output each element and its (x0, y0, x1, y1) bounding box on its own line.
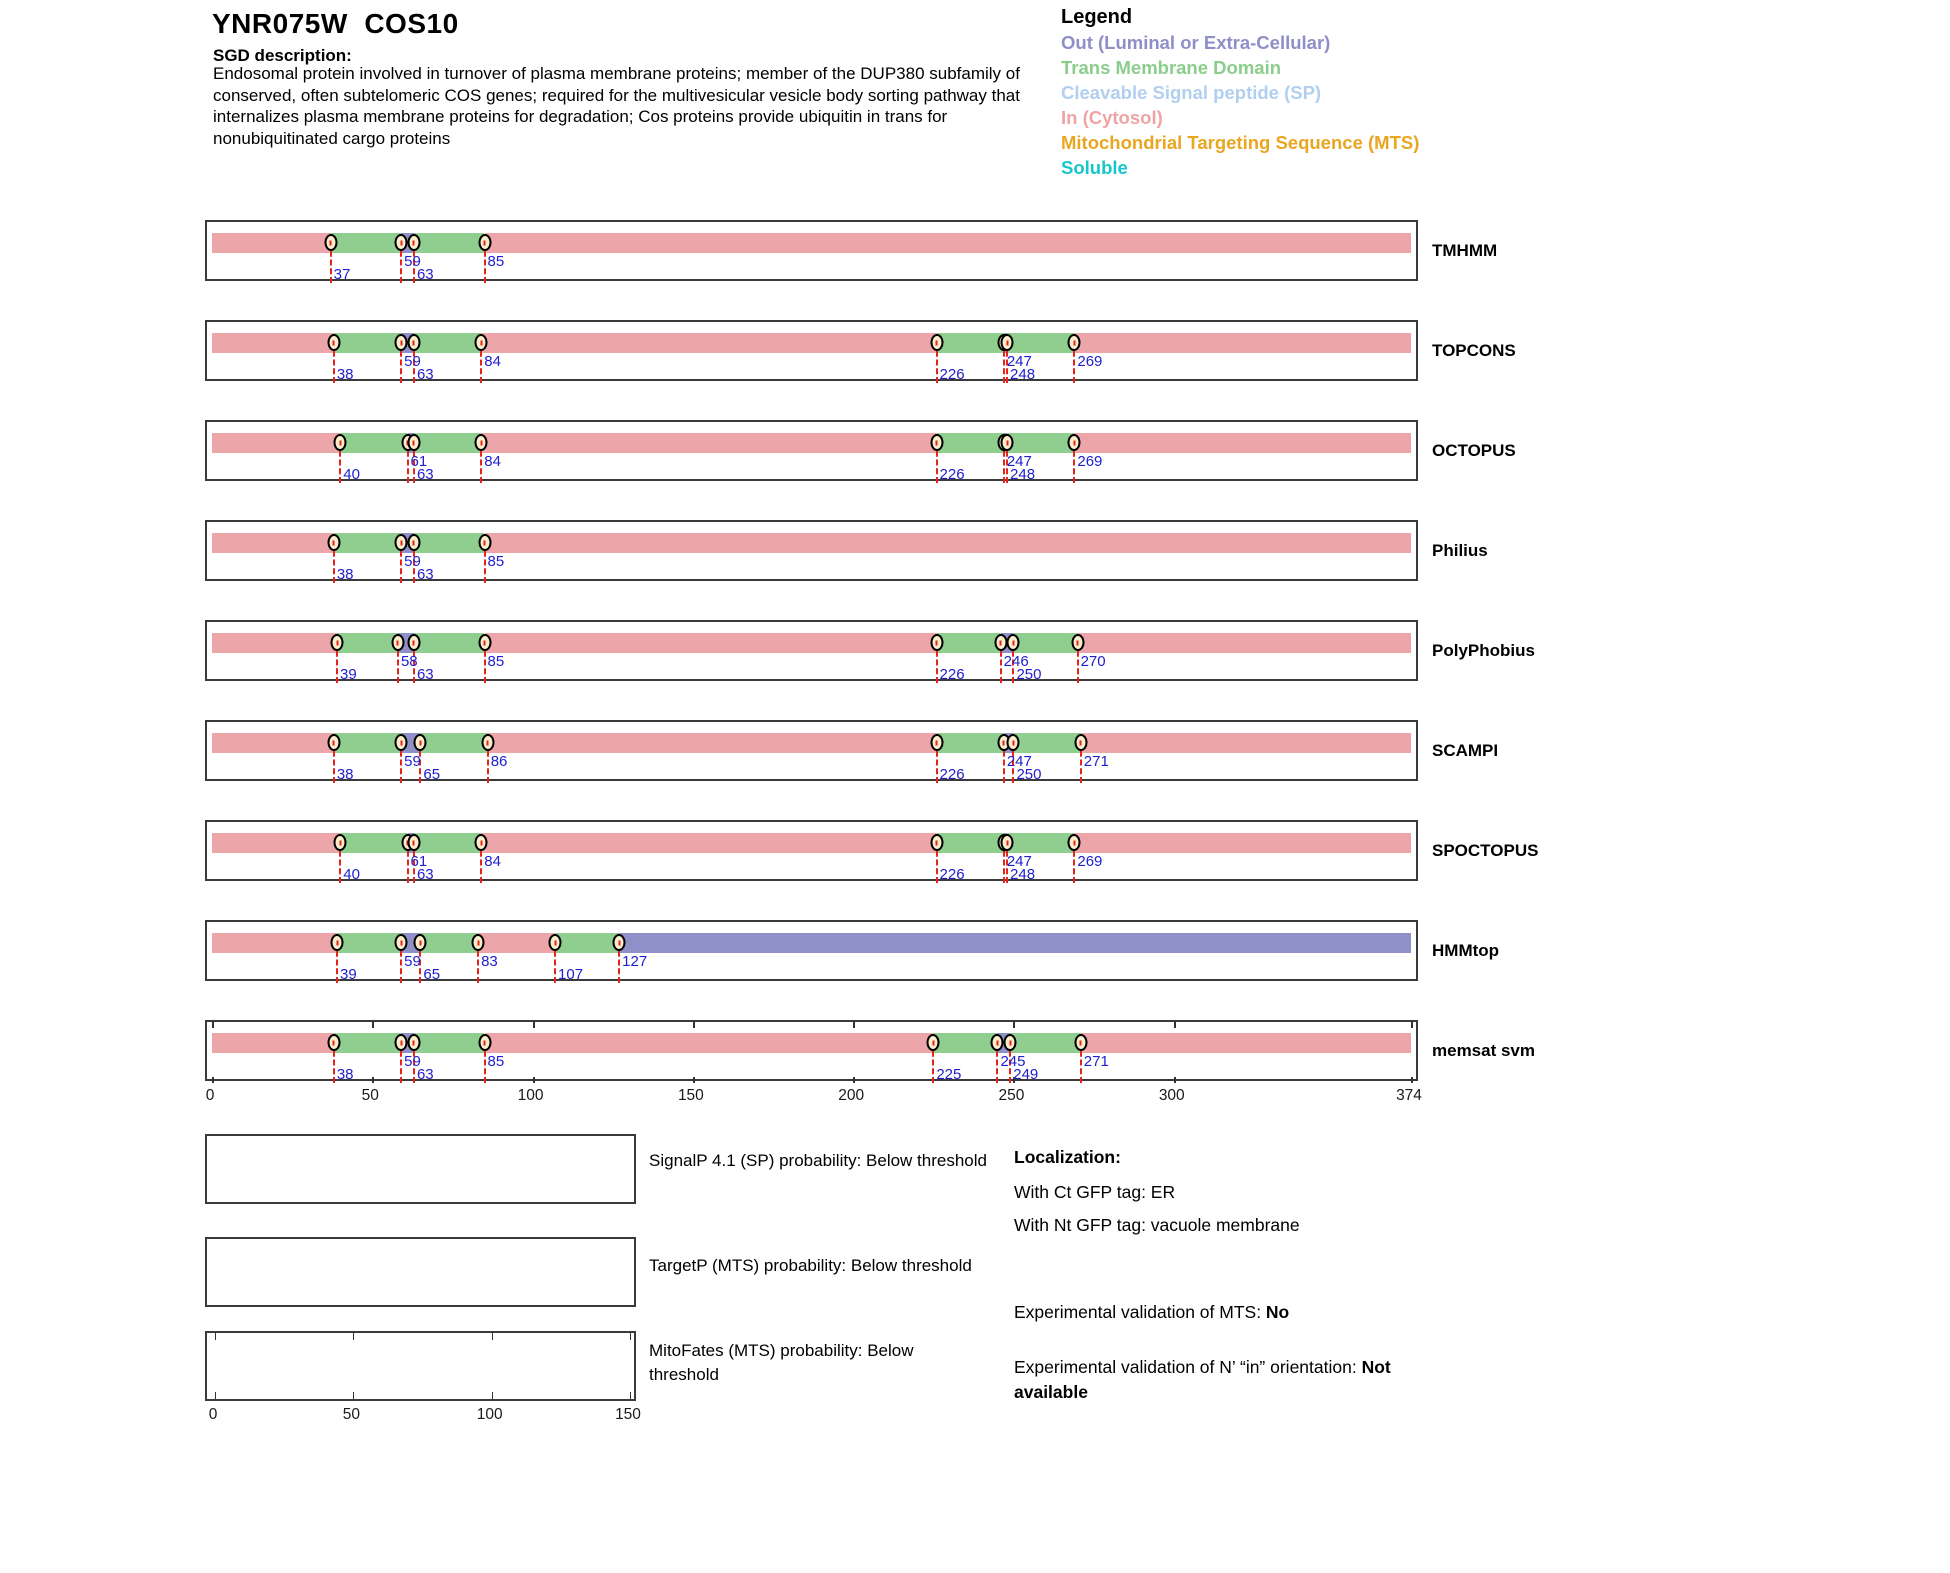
region-in (212, 333, 334, 353)
legend-item: Cleavable Signal peptide (SP) (1061, 82, 1322, 103)
boundary-number: 86 (490, 753, 508, 770)
frame-tick (693, 1077, 695, 1083)
boundary-marker (1001, 834, 1014, 851)
orientation-validation-value: Not available (1014, 1357, 1391, 1402)
region-in (485, 533, 1412, 553)
boundary-number: 247 (1006, 353, 1032, 370)
mts-validation-label: Experimental validation of MTS: (1014, 1302, 1266, 1322)
mts-validation (1014, 1300, 1289, 1325)
boundary-marker (331, 934, 344, 951)
boundary-marker (1068, 434, 1081, 451)
boundary-number: 37 (333, 266, 351, 283)
boundary-marker (395, 534, 408, 551)
boundary-marker (1071, 634, 1084, 651)
boundary-number: 40 (343, 466, 360, 483)
boundary-number: 84 (484, 453, 501, 470)
boundary-number: 63 (416, 366, 434, 383)
track-box (205, 220, 1418, 281)
boundary-marker (334, 434, 347, 451)
boundary-number: 61 (410, 853, 428, 870)
region-tm (933, 1033, 997, 1053)
region-in (212, 933, 337, 953)
track-box (205, 820, 1418, 881)
plot-description: TargetP (MTS) probability: Below threshold (649, 1256, 972, 1275)
track-bar (212, 333, 1411, 383)
boundary-number: 39 (340, 966, 357, 983)
boundary-marker (472, 934, 485, 951)
track-bar (212, 1033, 1411, 1083)
plot-tick (630, 1333, 631, 1340)
boundary-marker (1004, 1034, 1017, 1051)
region-tm (337, 933, 401, 953)
boundary-number: 85 (487, 553, 505, 570)
region-in (212, 733, 334, 753)
boundary-number: 40 (343, 866, 360, 883)
boundary-marker (414, 934, 427, 951)
region-in (1081, 1033, 1411, 1053)
frame-tick (1013, 1022, 1015, 1028)
boundary-number: 271 (1083, 753, 1109, 770)
track-bar (212, 733, 1411, 783)
region-tm (414, 833, 481, 853)
boundary-marker (395, 934, 408, 951)
boundary-marker (478, 234, 491, 251)
boundary-marker (407, 834, 420, 851)
track-box (205, 520, 1418, 581)
region-in (485, 1033, 934, 1053)
boundary-number: 61 (410, 453, 428, 470)
frame-tick (372, 1022, 374, 1028)
boundary-marker (930, 434, 943, 451)
region-in (1074, 333, 1411, 353)
boundary-number: 38 (336, 366, 354, 383)
boundary-marker (478, 634, 491, 651)
axis-tick-label: 300 (1158, 1087, 1185, 1104)
boundary-number: 38 (336, 766, 354, 783)
boundary-number: 63 (416, 866, 434, 883)
region-tm (937, 833, 1004, 853)
region-in (481, 433, 936, 453)
axis-tick-label: 374 (1396, 1087, 1422, 1104)
plot-axis-label: 0 (208, 1406, 218, 1423)
track-label: OCTOPUS (1432, 441, 1516, 460)
boundary-marker (613, 934, 626, 951)
region-tm (1007, 333, 1074, 353)
boundary-number: 63 (416, 1066, 434, 1083)
frame-tick (1411, 1077, 1413, 1083)
boundary-marker (1074, 734, 1087, 751)
plot-box (205, 1237, 636, 1307)
boundary-marker (395, 234, 408, 251)
track-box (205, 620, 1418, 681)
boundary-number: 58 (400, 653, 418, 670)
region-tm (555, 933, 619, 953)
region-in (481, 833, 936, 853)
region-tm (340, 433, 407, 453)
plot-description: SignalP 4.1 (SP) probability: Below threshold (649, 1151, 987, 1170)
frame-tick (1411, 1022, 1413, 1028)
region-in (212, 533, 334, 553)
boundary-marker (930, 334, 943, 351)
boundary-number: 226 (939, 866, 965, 883)
boundary-marker (930, 634, 943, 651)
region-tm (937, 333, 1004, 353)
boundary-marker (478, 1034, 491, 1051)
track-bar (212, 233, 1411, 283)
boundary-marker (395, 734, 408, 751)
boundary-marker (475, 334, 488, 351)
boundary-marker (407, 434, 420, 451)
region-in (212, 433, 340, 453)
region-tm (414, 633, 485, 653)
region-out (619, 933, 1411, 953)
track-bar (212, 633, 1411, 683)
boundary-marker (407, 234, 420, 251)
legend-item: Mitochondrial Targeting Sequence (MTS) (1061, 132, 1420, 153)
boundary-marker (327, 734, 340, 751)
plot-tick (630, 1392, 631, 1399)
boundary-marker (327, 334, 340, 351)
legend-item: Soluble (1061, 157, 1128, 178)
plot-description: MitoFates (MTS) probability: Below threshold (649, 1341, 914, 1384)
frame-tick (1174, 1077, 1176, 1083)
plot-axis-label: 150 (615, 1406, 641, 1423)
region-tm (334, 533, 401, 553)
region-tm (420, 733, 487, 753)
region-tm (331, 233, 402, 253)
boundary-number: 63 (416, 666, 434, 683)
boundary-number: 85 (487, 653, 505, 670)
boundary-number: 127 (622, 953, 648, 970)
boundary-marker (391, 634, 404, 651)
boundary-marker (327, 1034, 340, 1051)
legend-items (1061, 30, 1419, 180)
boundary-number: 226 (939, 666, 965, 683)
plot-tick (353, 1392, 354, 1399)
boundary-number: 269 (1077, 453, 1103, 470)
region-in (212, 633, 337, 653)
boundary-number: 248 (1010, 866, 1036, 883)
boundary-marker (395, 334, 408, 351)
region-in (212, 233, 331, 253)
plot-box (205, 1134, 636, 1204)
boundary-marker (475, 434, 488, 451)
boundary-number: 59 (404, 753, 421, 770)
track-bar (212, 833, 1411, 883)
track-label: TMHMM (1432, 241, 1498, 260)
boundary-number: 107 (558, 966, 584, 983)
track-box (205, 920, 1418, 981)
boundary-marker (994, 634, 1007, 651)
boundary-number: 83 (481, 953, 498, 970)
boundary-number: 59 (404, 253, 421, 270)
boundary-number: 59 (404, 353, 421, 370)
region-tm (414, 233, 485, 253)
boundary-number: 269 (1077, 853, 1103, 870)
region-in (1074, 433, 1411, 453)
frame-tick (212, 1022, 214, 1028)
boundary-marker (927, 1034, 940, 1051)
track-box (205, 320, 1418, 381)
plot-tick (215, 1333, 216, 1340)
region-tm (337, 633, 398, 653)
region-tm (1007, 433, 1074, 453)
boundary-marker (991, 1034, 1004, 1051)
track-bar (212, 533, 1411, 583)
track-box (205, 420, 1418, 481)
region-in (1078, 633, 1411, 653)
legend-item: Trans Membrane Domain (1061, 57, 1282, 78)
boundary-number: 39 (340, 666, 357, 683)
boundary-marker (407, 634, 420, 651)
boundary-number: 248 (1010, 466, 1036, 483)
region-in (481, 333, 936, 353)
region-tm (334, 1033, 401, 1053)
plot-tick (353, 1333, 354, 1340)
residue-axis (205, 1087, 1422, 1107)
legend-item: In (Cytosol) (1061, 107, 1163, 128)
boundary-number: 85 (487, 1053, 505, 1070)
boundary-marker (930, 734, 943, 751)
region-tm (1013, 733, 1080, 753)
boundary-number: 246 (1003, 653, 1029, 670)
boundary-number: 226 (939, 766, 965, 783)
frame-tick (533, 1077, 535, 1083)
boundary-marker (327, 534, 340, 551)
boundary-marker (414, 734, 427, 751)
legend-item: Out (Luminal or Extra-Cellular) (1061, 32, 1331, 53)
frame-tick (372, 1077, 374, 1083)
track-box (205, 1020, 1418, 1081)
boundary-number: 226 (939, 466, 965, 483)
boundary-marker (1001, 434, 1014, 451)
plot-tick (215, 1392, 216, 1399)
region-tm (937, 433, 1004, 453)
boundary-marker (930, 834, 943, 851)
legend (1061, 4, 1419, 180)
region-tm (340, 833, 407, 853)
boundary-number: 247 (1006, 853, 1032, 870)
plot-axis-label: 100 (476, 1406, 503, 1423)
boundary-number: 38 (336, 566, 354, 583)
region-in (478, 933, 555, 953)
plot-tick (492, 1333, 493, 1340)
region-tm (414, 433, 481, 453)
axis-tick-label: 250 (998, 1087, 1025, 1104)
legend-title: Legend (1061, 6, 1133, 28)
boundary-number: 84 (484, 353, 501, 370)
boundary-number: 63 (416, 566, 434, 583)
boundary-marker (324, 234, 337, 251)
boundary-number: 65 (423, 966, 441, 983)
region-tm (937, 633, 1001, 653)
boundary-marker (1007, 634, 1020, 651)
boundary-number: 271 (1083, 1053, 1109, 1070)
axis-tick-label: 100 (517, 1087, 544, 1104)
region-in (212, 833, 340, 853)
track-label: HMMtop (1432, 941, 1500, 960)
region-in (488, 733, 937, 753)
frame-tick (1174, 1022, 1176, 1028)
localization-title: Localization: (1014, 1147, 1121, 1167)
boundary-number: 270 (1080, 653, 1106, 670)
axis-tick-label: 50 (361, 1087, 379, 1104)
boundary-number: 85 (487, 253, 505, 270)
region-tm (1013, 633, 1077, 653)
boundary-number: 269 (1077, 353, 1103, 370)
track-box (205, 720, 1418, 781)
track-bar (212, 933, 1411, 983)
track-label: memsat svm (1432, 1041, 1536, 1060)
boundary-marker (395, 1034, 408, 1051)
boundary-number: 247 (1006, 453, 1032, 470)
region-in (485, 233, 1412, 253)
orientation-validation-label: Experimental validation of N’ “in” orientation: (1014, 1357, 1362, 1377)
mts-validation-value: No (1265, 1302, 1290, 1322)
sgd-description-label: SGD description: (213, 46, 352, 65)
frame-tick (853, 1022, 855, 1028)
track-label: PolyPhobius (1432, 641, 1535, 660)
boundary-number: 249 (1013, 1066, 1039, 1083)
track-label: TOPCONS (1432, 341, 1516, 360)
plot-axis-label: 50 (342, 1406, 360, 1423)
region-in (1074, 833, 1411, 853)
boundary-number: 59 (404, 1053, 421, 1070)
boundary-number: 63 (416, 466, 434, 483)
axis-tick-label: 150 (677, 1087, 704, 1104)
boundary-marker (549, 934, 562, 951)
region-in (1081, 733, 1411, 753)
boundary-marker (407, 334, 420, 351)
boundary-number: 248 (1010, 366, 1036, 383)
boundary-marker (334, 834, 347, 851)
frame-tick (533, 1022, 535, 1028)
boundary-number: 225 (936, 1066, 962, 1083)
orientation-validation (1014, 1355, 1466, 1405)
page-title: YNR075W COS10 (212, 8, 459, 39)
track-bar (212, 433, 1411, 483)
boundary-number: 59 (404, 553, 421, 570)
plot-box (205, 1331, 636, 1401)
region-tm (1007, 833, 1074, 853)
boundary-marker (481, 734, 494, 751)
region-tm (334, 333, 401, 353)
axis-tick-label: 0 (205, 1087, 215, 1104)
boundary-marker (1068, 834, 1081, 851)
boundary-number: 250 (1016, 666, 1042, 683)
frame-tick (693, 1022, 695, 1028)
frame-tick (212, 1077, 214, 1083)
boundary-number: 65 (423, 766, 441, 783)
axis-tick-label: 200 (838, 1087, 865, 1104)
boundary-number: 38 (336, 1066, 354, 1083)
boundary-number: 63 (416, 266, 434, 283)
boundary-number: 247 (1006, 753, 1032, 770)
region-tm (937, 733, 1004, 753)
region-tm (1010, 1033, 1081, 1053)
track-label: SPOCTOPUS (1432, 841, 1539, 860)
boundary-marker (1068, 334, 1081, 351)
boundary-marker (407, 1034, 420, 1051)
boundary-number: 226 (939, 366, 965, 383)
region-in (212, 1033, 334, 1053)
region-tm (414, 533, 485, 553)
region-in (485, 633, 937, 653)
boundary-number: 59 (404, 953, 421, 970)
boundary-number: 250 (1016, 766, 1042, 783)
track-label: Philius (1432, 541, 1488, 560)
boundary-marker (475, 834, 488, 851)
nt-gfp-localization: With Nt GFP tag: vacuole membrane (1014, 1215, 1300, 1235)
boundary-marker (1001, 334, 1014, 351)
region-tm (420, 933, 478, 953)
region-tm (414, 333, 481, 353)
track-label: SCAMPI (1432, 741, 1499, 760)
boundary-marker (1074, 1034, 1087, 1051)
plot-tick (492, 1392, 493, 1399)
boundary-marker (331, 634, 344, 651)
frame-tick (853, 1077, 855, 1083)
boundary-number: 84 (484, 853, 501, 870)
sgd-description-text: Endosomal protein involved in turnover of plasma membrane proteins; member of the DUP380 subfamily of conserved, often subtelomeric COS genes; required for the multivesicular vesicle body sorting pathway that internalizes plasma membrane proteins for degradation; Cos proteins provide ubiquitin in trans for nonubiquitinated cargo proteins (213, 64, 1020, 148)
region-tm (334, 733, 401, 753)
boundary-marker (478, 534, 491, 551)
boundary-marker (1007, 734, 1020, 751)
region-tm (414, 1033, 485, 1053)
boundary-number: 245 (1000, 1053, 1026, 1070)
boundary-marker (407, 534, 420, 551)
ct-gfp-localization: With Ct GFP tag: ER (1014, 1182, 1176, 1202)
